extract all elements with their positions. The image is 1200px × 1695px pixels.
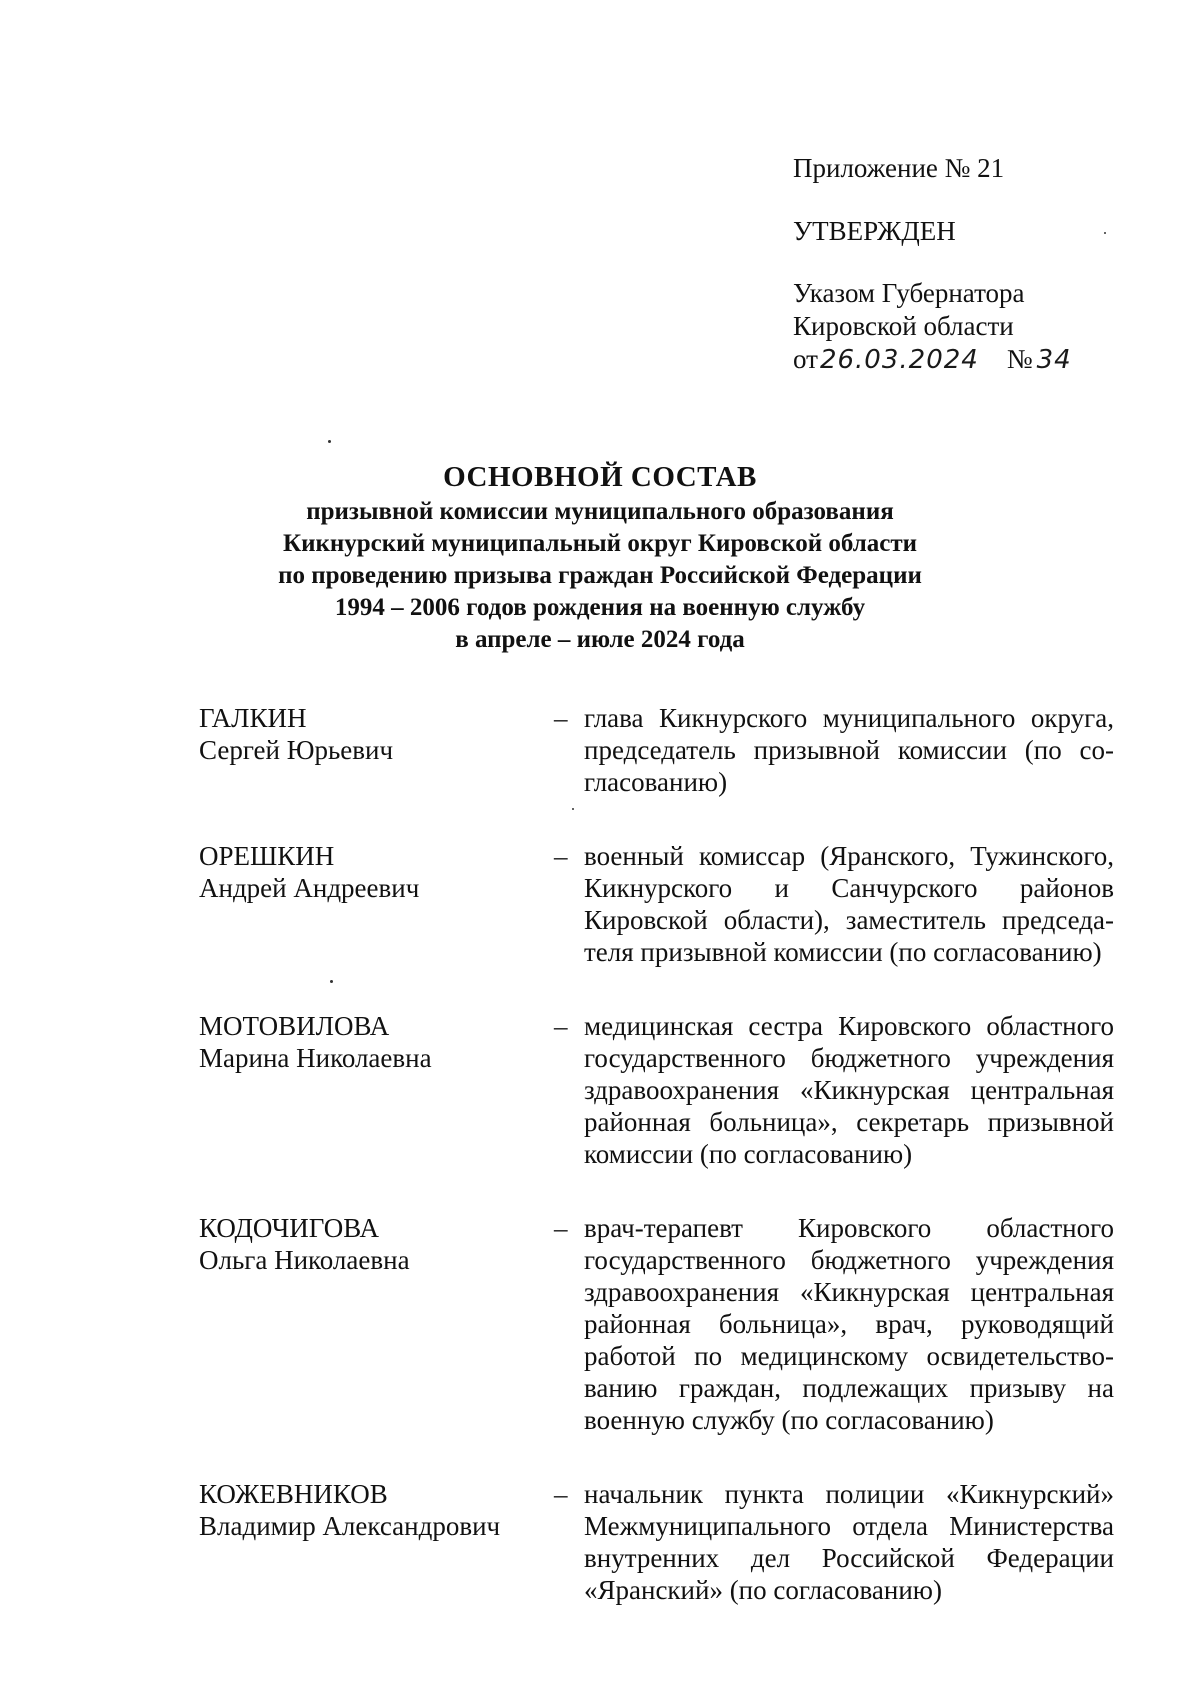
dash-separator: – — [554, 1479, 568, 1509]
member-name — [199, 702, 554, 798]
handwritten-number: 34 — [1036, 345, 1072, 375]
member-entry — [199, 1010, 1119, 1170]
member-surname: МОТОВИЛОВА — [199, 1011, 390, 1041]
commission-members-list — [199, 702, 1119, 1606]
title-line-4: 1994 – 2006 годов рождения на военную службу — [334, 594, 866, 621]
member-entry — [199, 702, 1119, 798]
member-role: начальник пункта полиции «Кикнурский» Межмуниципального отдела Министерства внутренних дел Российской Федерации «Яранский» (по согласованию) — [584, 1479, 1114, 1605]
title-line-3: по проведению призыва граждан Российской Федерации — [278, 562, 922, 589]
member-surname: ГАЛКИН — [199, 703, 307, 733]
title-line-1: призывной комиссии муниципального образования — [306, 498, 894, 525]
member-surname: КОДОЧИГОВА — [199, 1213, 380, 1243]
member-given-name: Андрей Андреевич — [199, 873, 420, 903]
decree-line-1: Указом Губернатора — [793, 278, 1025, 308]
scan-speck — [328, 440, 331, 443]
number-prefix: № — [1006, 344, 1033, 374]
title-line-5: в апреле – июле 2024 года — [455, 626, 745, 653]
dash-separator: – — [554, 841, 568, 871]
member-name — [199, 1010, 554, 1170]
member-surname: ОРЕШКИН — [199, 841, 335, 871]
member-role: врач-терапевт Кировского областного государственного бюджетного учреждения здравоохранения «Кикнурская центральная районная больница», врач, руководящий работой по медицинскому освидетельствованию граждан, подлежащих призыву на военную службу (по согласованию) — [584, 1213, 1114, 1435]
dash-separator: – — [554, 1011, 568, 1041]
member-entry — [199, 1212, 1119, 1436]
member-given-name: Марина Николаевна — [199, 1043, 432, 1073]
scan-speck — [572, 808, 574, 810]
member-role: военный комиссар (Яранского, Тужинского, Кикнурского и Санчурского районов Кировской области), заместитель председателя призывной комиссии (по согласованию) — [584, 841, 1114, 967]
member-entry — [199, 840, 1119, 968]
title-main: ОСНОВНОЙ СОСТАВ — [443, 461, 757, 493]
appendix-number: Приложение № 21 — [793, 153, 1005, 183]
scan-speck — [1104, 232, 1106, 234]
member-given-name: Ольга Николаевна — [199, 1245, 410, 1275]
member-entry — [199, 1478, 1119, 1606]
title-line-2: Кикнурский муниципальный округ Кировской области — [282, 530, 918, 557]
handwritten-date: 26.03.2024 — [819, 345, 979, 375]
approval-block — [793, 152, 1153, 377]
decree-line-2: Кировской области — [793, 311, 1014, 341]
dash-separator: – — [554, 703, 568, 733]
member-given-name: Сергей Юрьевич — [199, 735, 394, 765]
member-role: медицинская сестра Кировского областного государственного бюджетного учреждения здравоохранения «Кикнурская центральная районная больница», секретарь призывной комиссии (по согласованию) — [584, 1011, 1114, 1169]
decree-date-line — [793, 343, 1153, 377]
member-given-name: Владимир Александрович — [199, 1511, 501, 1541]
dash-separator: – — [554, 1213, 568, 1243]
member-role: глава Кикнурского муниципального округа, председатель призывной комиссии (по согласованию) — [584, 703, 1114, 797]
member-surname: КОЖЕВНИКОВ — [199, 1479, 388, 1509]
scan-speck — [330, 980, 333, 983]
member-name — [199, 1478, 554, 1606]
date-prefix: от — [793, 344, 818, 374]
document-title — [150, 458, 1050, 656]
member-name — [199, 840, 554, 968]
member-name — [199, 1212, 554, 1436]
approved-label: УТВЕРЖДЕН — [793, 216, 956, 246]
